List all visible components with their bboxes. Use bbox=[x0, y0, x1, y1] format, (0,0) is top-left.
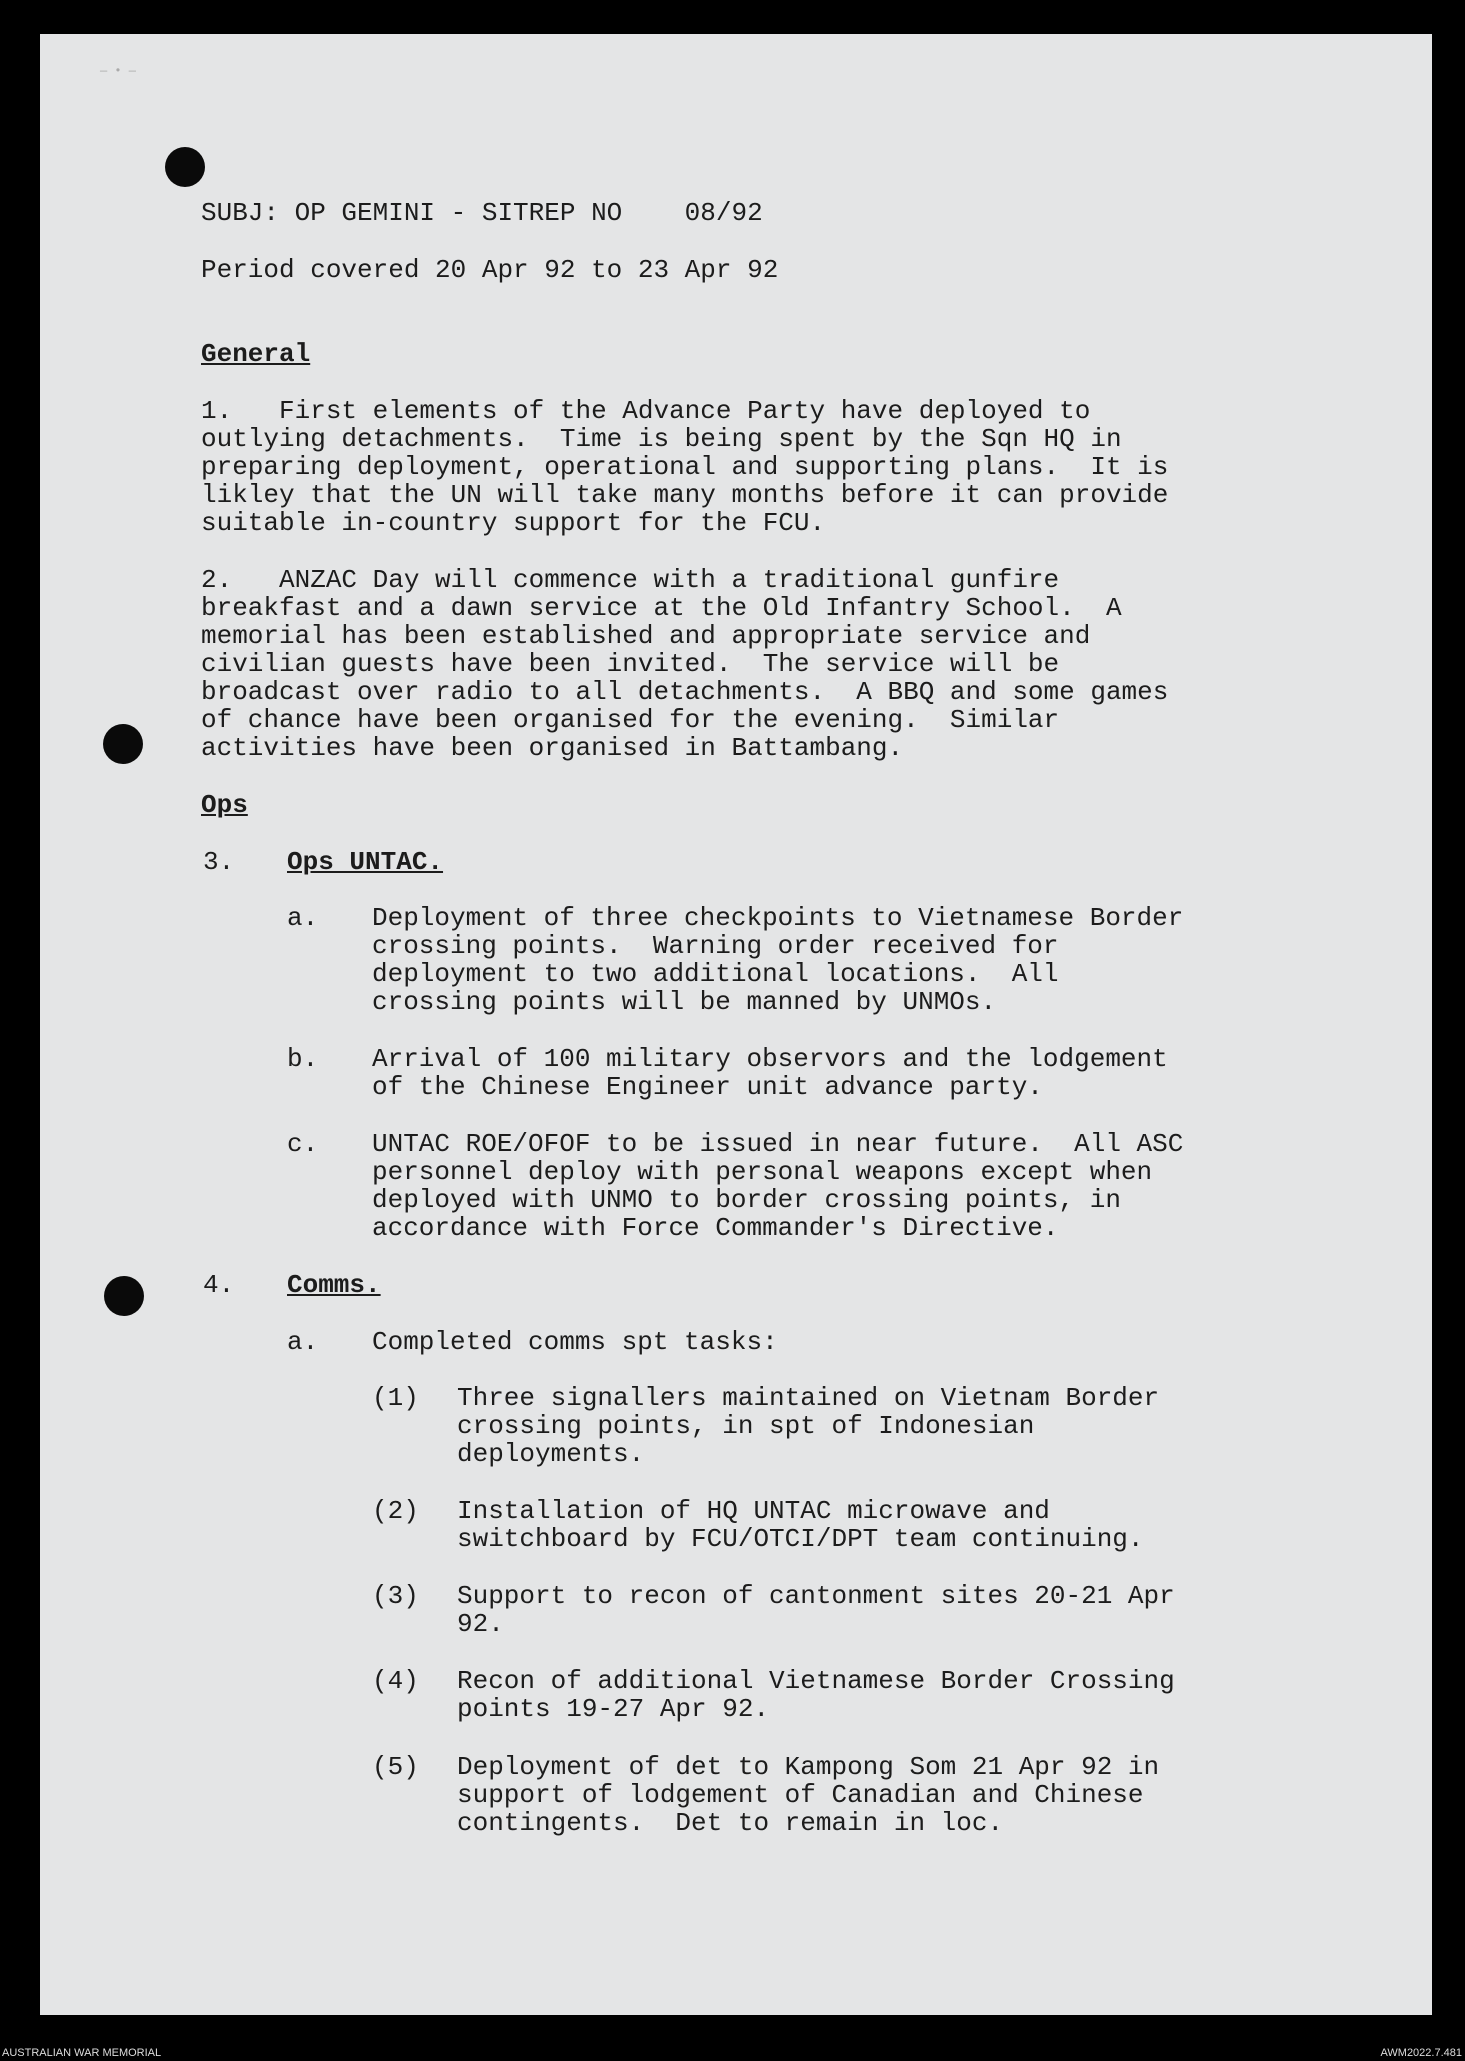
para3-item-line: Deployment of three checkpoints to Vietnamese Border bbox=[372, 903, 1184, 933]
para3-number: 3. bbox=[203, 847, 235, 877]
comms-item-label: (4) bbox=[372, 1666, 419, 1696]
para2-line: civilian guests have been invited. The service will be bbox=[201, 649, 1060, 679]
para2-line: activities have been organised in Battambang. bbox=[201, 733, 904, 763]
para4-sub-label: a. bbox=[287, 1327, 319, 1357]
para3-item-label: b. bbox=[287, 1044, 319, 1074]
para3-item-line: deployment to two additional locations. All bbox=[372, 959, 1059, 989]
punch-hole-bottom bbox=[104, 1276, 144, 1316]
punch-hole-top bbox=[165, 147, 205, 187]
para4-sub-text: Completed comms spt tasks: bbox=[372, 1327, 778, 1357]
para3-item-line: Arrival of 100 military observors and the lodgement bbox=[372, 1044, 1168, 1074]
comms-item-label: (2) bbox=[372, 1496, 419, 1526]
comms-item-line: Three signallers maintained on Vietnam Border bbox=[457, 1383, 1160, 1413]
para3-item-line: crossing points. Warning order received for bbox=[372, 931, 1059, 961]
para2-line: broadcast over radio to all detachments. A BBQ and some games bbox=[201, 677, 1169, 707]
para1-line: preparing deployment, operational and supporting plans. It is bbox=[201, 452, 1169, 482]
para3-item-line: of the Chinese Engineer unit advance party. bbox=[372, 1072, 1043, 1102]
para3-heading: Ops UNTAC. bbox=[287, 847, 444, 877]
para1-line: outlying detachments. Time is being spent by the Sqn HQ in bbox=[201, 424, 1122, 454]
subject-line: SUBJ: OP GEMINI - SITREP NO 08/92 bbox=[201, 198, 763, 228]
comms-item-line: Installation of HQ UNTAC microwave and bbox=[457, 1496, 1050, 1526]
comms-item-line: crossing points, in spt of Indonesian bbox=[457, 1411, 1035, 1441]
comms-item-label: (5) bbox=[372, 1752, 419, 1782]
para3-item-line: personnel deploy with personal weapons except when bbox=[372, 1157, 1153, 1187]
document-page bbox=[40, 34, 1432, 2015]
comms-item-line: Support to recon of cantonment sites 20-21 Apr bbox=[457, 1581, 1175, 1611]
comms-item-line: Deployment of det to Kampong Som 21 Apr 92 in bbox=[457, 1752, 1160, 1782]
section-heading-general: General bbox=[201, 339, 311, 369]
para3-item-label: a. bbox=[287, 903, 319, 933]
para3-item-line: UNTAC ROE/OFOF to be issued in near future. All ASC bbox=[372, 1129, 1184, 1159]
para2-line: of chance have been organised for the evening. Similar bbox=[201, 705, 1060, 735]
comms-item-label: (3) bbox=[372, 1581, 419, 1611]
para3-item-line: deployed with UNMO to border crossing points, in bbox=[372, 1185, 1121, 1215]
comms-item-line: Recon of additional Vietnamese Border Crossing bbox=[457, 1666, 1175, 1696]
paper-mark: — • — bbox=[100, 64, 137, 78]
para2-line: memorial has been established and appropriate service and bbox=[201, 621, 1091, 651]
comms-item-line: 92. bbox=[457, 1609, 504, 1639]
para2-line: 2. ANZAC Day will commence with a traditional gunfire bbox=[201, 565, 1060, 595]
para3-item-label: c. bbox=[287, 1129, 319, 1159]
period-line: Period covered 20 Apr 92 to 23 Apr 92 bbox=[201, 255, 779, 285]
para4-number: 4. bbox=[203, 1270, 235, 1300]
para3-item-line: accordance with Force Commander's Directive. bbox=[372, 1213, 1059, 1243]
para1-line: 1. First elements of the Advance Party have deployed to bbox=[201, 396, 1091, 426]
comms-item-line: switchboard by FCU/OTCI/DPT team continuing. bbox=[457, 1524, 1144, 1554]
footer-right-reference: AWM2022.7.481 bbox=[1380, 2047, 1462, 2059]
para2-line: breakfast and a dawn service at the Old Infantry School. A bbox=[201, 593, 1122, 623]
para3-item-line: crossing points will be manned by UNMOs. bbox=[372, 987, 997, 1017]
comms-item-label: (1) bbox=[372, 1383, 419, 1413]
footer-left-credit: AUSTRALIAN WAR MEMORIAL bbox=[2, 2047, 162, 2059]
comms-item-line: support of lodgement of Canadian and Chinese bbox=[457, 1780, 1144, 1810]
para1-line: likley that the UN will take many months before it can provide bbox=[201, 480, 1169, 510]
comms-item-line: points 19-27 Apr 92. bbox=[457, 1694, 770, 1724]
para1-line: suitable in-country support for the FCU. bbox=[201, 508, 826, 538]
section-heading-ops: Ops bbox=[201, 790, 248, 820]
comms-item-line: contingents. Det to remain in loc. bbox=[457, 1808, 1004, 1838]
comms-item-line: deployments. bbox=[457, 1439, 645, 1469]
para4-heading: Comms. bbox=[287, 1270, 381, 1300]
punch-hole-middle bbox=[103, 724, 143, 764]
